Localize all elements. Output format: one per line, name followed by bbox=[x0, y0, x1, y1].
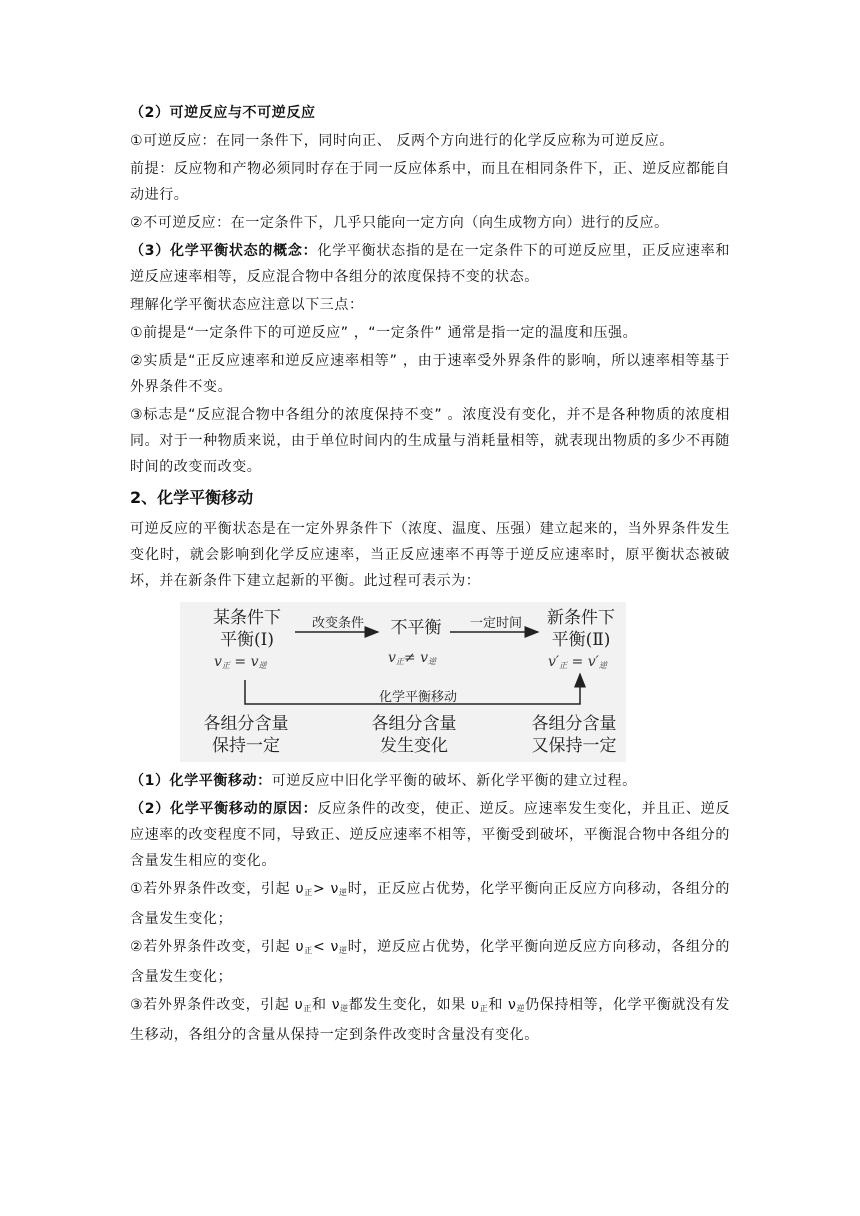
point-1: ①前提是“一定条件下的可逆反应” ，“一定条件” 通常是指一定的温度和压强。 bbox=[130, 325, 638, 341]
bottom2-line2: 发生变化 bbox=[380, 736, 448, 756]
box1-equation: $v_正 = v_逆$ bbox=[214, 654, 267, 670]
box3-line1: 新条件下 bbox=[547, 608, 615, 628]
point-2: ②实质是“正反应速率和逆反应速率相等” ，由于速率受外界条件的影响，所以速率相等基于外界条件不变。 bbox=[130, 353, 730, 395]
shift-intro-paragraph: 可逆反应的平衡状态是在一定外界条件下（浓度、温度、压强）建立起来的，当外界条件发生变化时，就会影响到化学反应速率，当正反应速率不再等于逆反应速率时，原平衡状态被破坏，并在新条件下建立起新的平衡。此过程可表示为： bbox=[130, 521, 730, 589]
document-page bbox=[130, 100, 730, 1048]
shift-definition-label: （1）化学平衡移动： bbox=[130, 773, 272, 789]
box2-equation: $v_正\ne v_逆$ bbox=[388, 650, 437, 666]
arrow1-label: 改变条件 bbox=[311, 616, 364, 631]
bottom1-line1: 各组分含量 bbox=[203, 714, 289, 734]
bottom3-line2: 又保持一定 bbox=[531, 736, 617, 756]
bottom2-line1: 各组分含量 bbox=[371, 714, 457, 734]
shift-definition-paragraph bbox=[130, 768, 730, 794]
irreversible-definition: ②不可逆反应：在一定条件下，几乎只能向一定方向（向生成物方向）进行的反应。 bbox=[130, 215, 669, 231]
case-reverse: ②若外界条件改变，引起 $\upsilon_正< \nu_逆$时，逆反应占优势，化学平衡向逆反应方向移动，各组分的含量发生变化； bbox=[130, 939, 730, 985]
understand-intro: 理解化学平衡状态应注意以下三点： bbox=[130, 297, 364, 313]
equilibrium-shift-diagram bbox=[180, 602, 626, 762]
equilibrium-concept-paragraph bbox=[130, 238, 730, 290]
box1-line2: 平衡(Ⅰ) bbox=[220, 630, 274, 650]
equilibrium-concept-text: 化学平衡状态指的是在一定条件下的可逆反应里，正反应速率和逆反应速率相等，反应混合物中各组分的浓度保持不变的状态。 bbox=[130, 243, 730, 285]
reversible-definition: ①可逆反应：在同一条件下，同时向正、 反两个方向进行的化学反应称为可逆反应。 bbox=[130, 133, 674, 149]
bottom3-line1: 各组分含量 bbox=[531, 714, 617, 734]
shift-cause-label: （2）化学平衡移动的原因： bbox=[130, 801, 318, 817]
shift-cause-paragraph bbox=[130, 796, 730, 874]
loop-label: 化学平衡移动 bbox=[378, 690, 457, 705]
heading-equilibrium-shift: 2、化学平衡移动 bbox=[130, 488, 254, 507]
case-forward: ①若外界条件改变，引起 $\upsilon_正> \nu_逆$时，正反应占优势，化学平衡向正反应方向移动，各组分的含量发生变化； bbox=[130, 881, 730, 927]
case-equal: ③若外界条件改变，引起 $\upsilon_正$和 $\nu_逆$都发生变化，如果 $\upsilon_正$和 $\nu_逆$仍保持相等，化学平衡就没有发生移动，各组分的含量从保持一定到条件改变时含量没有变化。 bbox=[130, 997, 730, 1043]
premise-paragraph: 前提：反应物和产物必须同时存在于同一反应体系中，而且在相同条件下，正、逆反应都能自动进行。 bbox=[130, 161, 730, 203]
box1-line1: 某条件下 bbox=[213, 608, 281, 628]
box3-line2: 平衡(Ⅱ) bbox=[551, 630, 611, 650]
shift-definition-text: 可逆反应中旧化学平衡的破坏、新化学平衡的建立过程。 bbox=[271, 773, 637, 789]
point-3: ③标志是“反应混合物中各组分的浓度保持不变” 。浓度没有变化，并不是各种物质的浓度相同。对于一种物质来说，由于单位时间内的生成量与消耗量相等，就表现出物质的多少不再随时间的改变而改变。 bbox=[130, 407, 730, 475]
section-heading-reversible: （2）可逆反应与不可逆反应 bbox=[130, 105, 316, 121]
shift-cause-text: 反应条件的改变，使正、逆反。应速率发生变化，并且正、逆反应速率的改变程度不同，导致正、逆反应速率不相等，平衡受到破坏，平衡混合物中各组分的含量发生相应的变化。 bbox=[130, 801, 730, 869]
equilibrium-concept-label: （3）化学平衡状态的概念： bbox=[130, 243, 318, 259]
box2-line1: 不平衡 bbox=[390, 618, 442, 638]
bottom1-line2: 保持一定 bbox=[212, 736, 280, 756]
box3-equation: $v'_正 = v'_逆$ bbox=[548, 654, 607, 670]
arrow2-label: 一定时间 bbox=[469, 616, 522, 631]
